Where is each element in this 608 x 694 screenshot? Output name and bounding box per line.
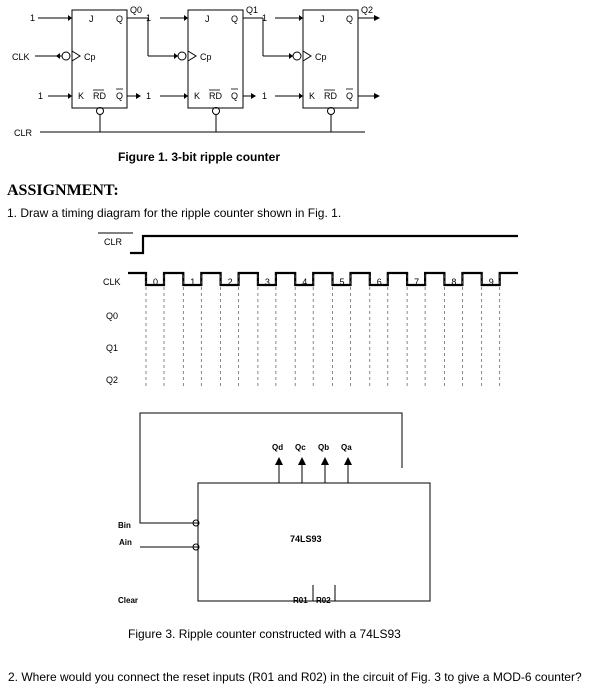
k-input-one: 1 [146,91,152,101]
question-1: 1. Draw a timing diagram for the ripple counter shown in Fig. 1. [7,206,342,220]
pin-r01: R01 [293,596,308,605]
ff-pin-qbar: Q [231,91,239,101]
timing-label-clk: CLK [103,277,121,287]
ff-pin-k: K [309,91,316,101]
ff-pin-cp: Cp [315,52,327,62]
figure3-circuit [0,405,608,630]
k-input-one: 1 [262,91,268,101]
timing-diagram [0,225,608,395]
ff-pin-rd: RD [324,91,337,101]
output-qc: Qc [295,443,306,452]
ff-pin-q: Q [231,14,239,24]
pulse-number: 2 [227,277,233,287]
figure1-caption: Figure 1. 3-bit ripple counter [118,150,281,164]
timing-label-clr: CLR [104,237,123,247]
pulse-number: 9 [488,277,494,287]
input-ain: Ain [119,538,132,547]
pulse-number: 3 [264,277,270,287]
output-qd: Qd [272,443,284,452]
pulse-number: 7 [414,277,420,287]
ff-pin-qbar: Q [346,91,354,101]
output-q0: Q0 [130,5,143,15]
pulse-number: 0 [153,277,159,287]
ff-pin-j: J [320,14,325,24]
output-q2: Q2 [361,5,374,15]
pulse-number: 5 [339,277,345,287]
pulse-number: 4 [302,277,308,287]
ff-pin-j: J [89,14,94,24]
timing-label-q2: Q2 [106,375,119,385]
output-q1: Q1 [246,5,259,15]
assignment-heading: ASSIGNMENT: [7,182,119,199]
chip-label: 74LS93 [290,534,322,544]
output-qa: Qa [341,443,352,452]
j-input-one: 1 [146,13,152,23]
j-input-one: 1 [262,13,268,23]
clr-label: CLR [14,128,33,138]
ff-pin-j: J [205,14,210,24]
clk-label: CLK [12,52,30,62]
ff-pin-k: K [78,91,85,101]
question-2: 2. Where would you connect the reset inputs (R01 and R02) in the circuit of Fig. 3 to give a MOD-6 counter? [8,670,582,684]
pulse-number: 1 [190,277,196,287]
pulse-number: 8 [451,277,457,287]
input-clear: Clear [118,596,139,605]
figure1-circuit [0,0,608,150]
figure3-caption: Figure 3. Ripple counter constructed with a 74LS93 [128,627,401,641]
pin-r02: R02 [316,596,331,605]
pulse-number: 6 [376,277,382,287]
ff-pin-rd: RD [209,91,222,101]
k-input-one: 1 [38,91,44,101]
output-qb: Qb [318,443,330,452]
input-bin: Bin [118,521,131,530]
ff-pin-q: Q [116,14,124,24]
ff-pin-k: K [194,91,201,101]
timing-label-q1: Q1 [106,343,119,353]
j-input-one: 1 [30,13,36,23]
ff-pin-cp: Cp [200,52,212,62]
ff-pin-q: Q [346,14,354,24]
timing-label-q0: Q0 [106,311,119,321]
ff-pin-qbar: Q [116,91,124,101]
ff-pin-cp: Cp [84,52,96,62]
ff-pin-rd: RD [93,91,106,101]
